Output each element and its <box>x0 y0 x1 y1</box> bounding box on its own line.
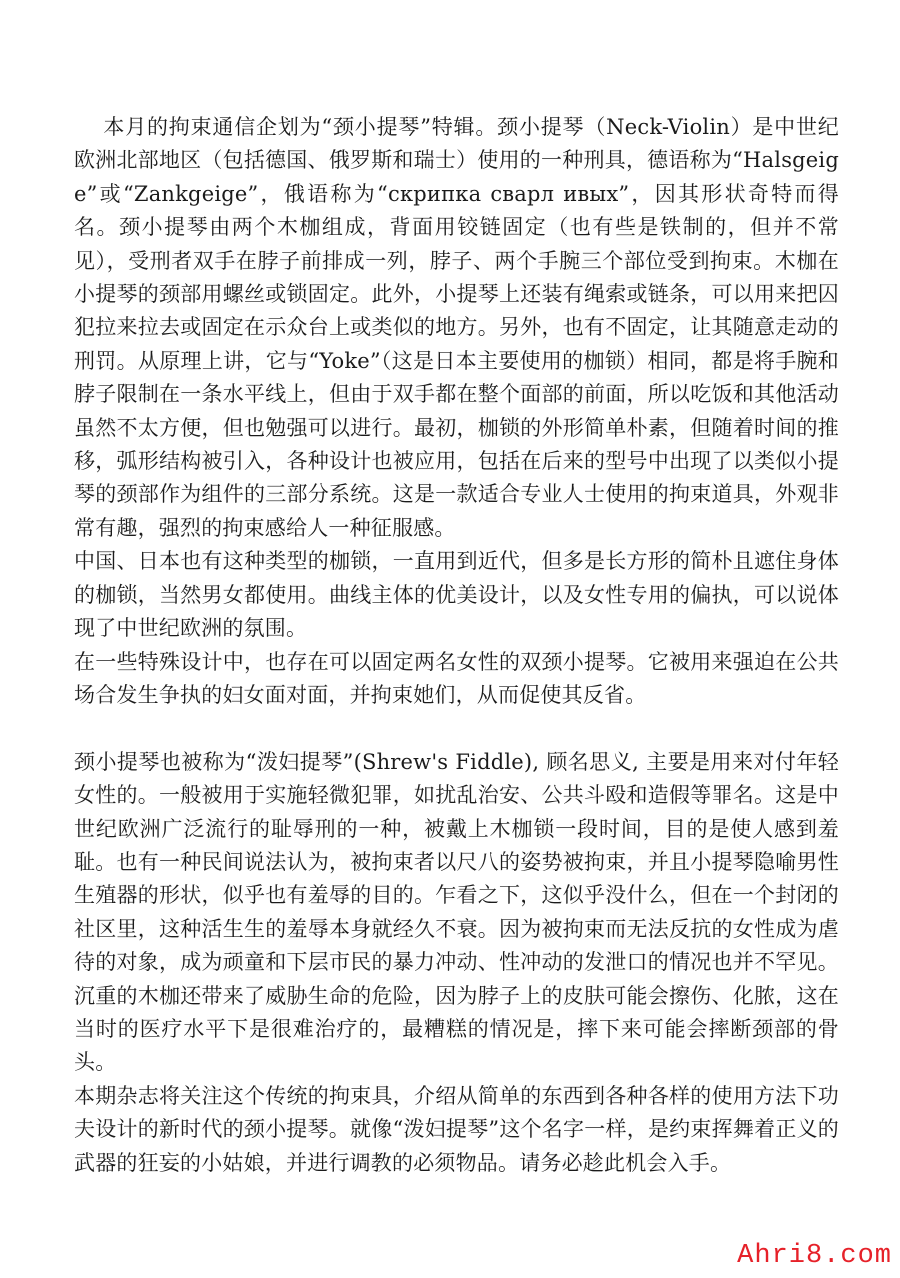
site-watermark: Ahri8.com <box>737 1241 892 1271</box>
body-paragraph-5: 本期杂志将关注这个传统的拘束具，介绍从简单的东西到各种各样的使用方法下功夫设计的新时代的颈小提琴。就像“泼妇提琴”这个名字一样，是约束挥舞着正义的武器的狂妄的小姑娘，并进行调教的必须物品。请务必趁此机会入手。 <box>74 1083 839 1175</box>
article-body <box>74 111 839 1180</box>
body-paragraph-1: 本月的拘束通信企划为“颈小提琴”特辑。颈小提琴（Neck-Violin）是中世纪欧洲北部地区（包括德国、俄罗斯和瑞士）使用的一种刑具，德语称为“Halsgeige”或“Zankgeige”，俄语称为“скрипка сварл ивых”，因其形状奇特而得名。颈小提琴由两个木枷组成，背面用铰链固定（也有些是铁制的，但并不常见），受刑者双手在脖子前排成一列，脖子、两个手腕三个部位受到拘束。木枷在小提琴的颈部用螺丝或锁固定。此外，小提琴上还装有绳索或链条，可以用来把囚犯拉来拉去或固定在示众台上或类似的地方。另外，也有不固定，让其随意走动的刑罚。从原理上讲，它与“Yoke”（这是日本主要使用的枷锁）相同，都是将手腕和脖子限制在一条水平线上，但由于双手都在整个面部的前面，所以吃饭和其他活动虽然不太方便，但也勉强可以进行。最初，枷锁的外形简单朴素，但随着时间的推移，弧形结构被引入，各种设计也被应用，包括在后来的型号中出现了以类似小提琴的颈部作为组件的三部分系统。这是一款适合专业人士使用的拘束道具，外观非常有趣，强烈的拘束感给人一种征服感。 <box>74 115 839 540</box>
body-paragraph-4: 颈小提琴也被称为“泼妇提琴”(Shrew's Fiddle), 顾名思义, 主要是用来对付年轻女性的。一般被用于实施轻微犯罪，如扰乱治安、公共斗殴和造假等罪名。这是中世纪欧洲广泛流行的耻辱刑的一种，被戴上木枷锁一段时间，目的是使人感到羞耻。也有一种民间说法认为，被拘束者以尺八的姿势被拘束，并且小提琴隐喻男性生殖器的形状，似乎也有羞辱的目的。乍看之下，这似乎没什么，但在一个封闭的社区里，这种活生生的羞辱本身就经久不衰。因为被拘束而无法反抗的女性成为虐待的对象，成为顽童和下层市民的暴力冲动、性冲动的发泄口的情况也并不罕见。沉重的木枷还带来了威胁生命的危险，因为脖子上的皮肤可能会擦伤、化脓，这在当时的医疗水平下是很难治疗的，最糟糕的情况是，摔下来可能会摔断颈部的骨头。 <box>74 749 839 1075</box>
body-paragraph-3: 在一些特殊设计中，也存在可以固定两名女性的双颈小提琴。它被用来强迫在公共场合发生争执的妇女面对面，并拘束她们，从而促使其反省。 <box>74 649 839 707</box>
body-paragraph-2: 中国、日本也有这种类型的枷锁，一直用到近代，但多是长方形的简朴且遮住身体的枷锁，当然男女都使用。曲线主体的优美设计，以及女性专用的偏执，可以说体现了中世纪欧洲的氛围。 <box>74 549 839 641</box>
